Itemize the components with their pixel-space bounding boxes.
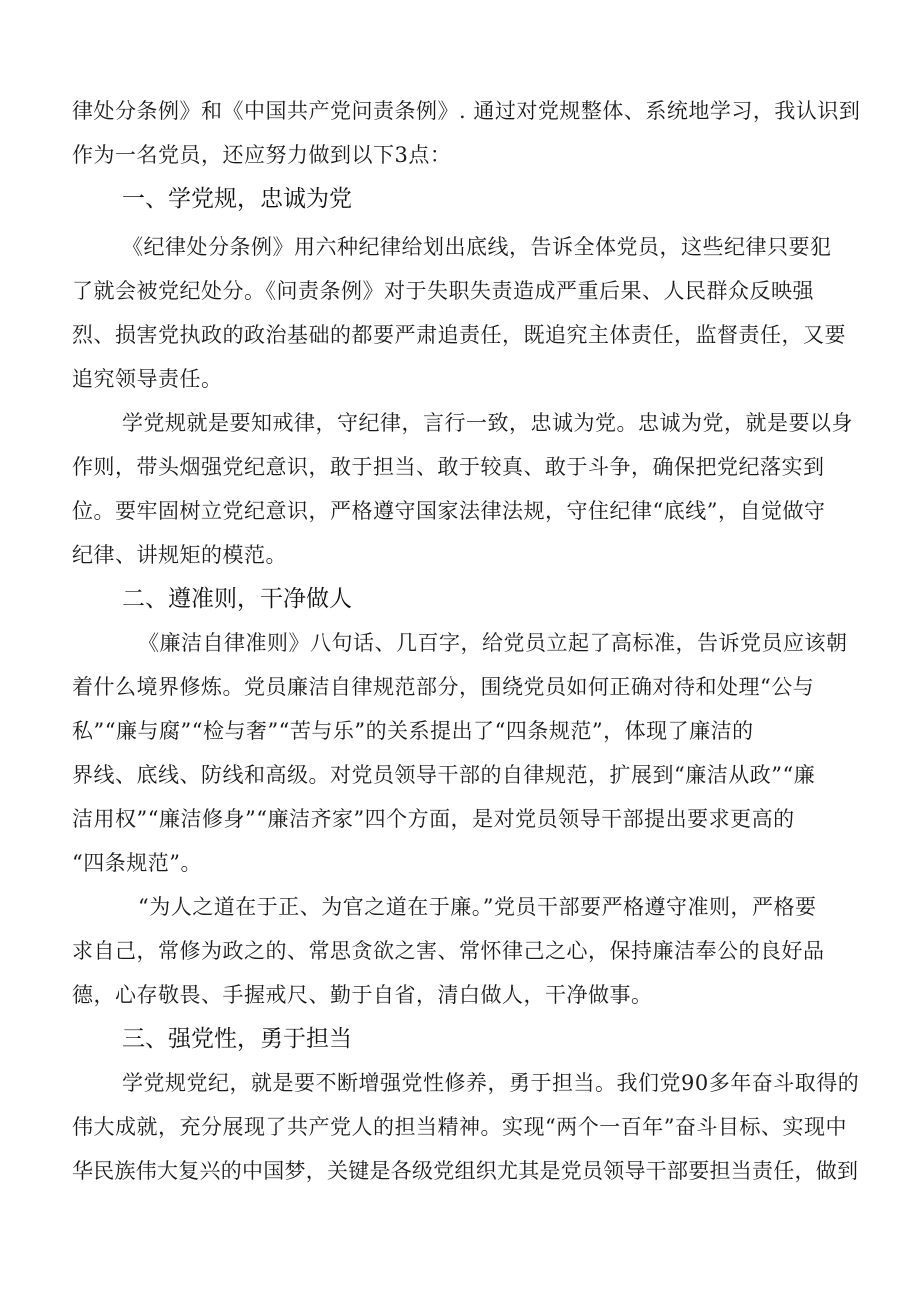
- section-2-heading: 二、遵准则，干净做人: [122, 586, 352, 612]
- section-1-heading: 一、学党规，忠诚为党: [122, 186, 352, 212]
- intro-line-1: 律处分条例》和《中国共产党问责条例》. 通过对党规整体、系统地学习，我认识到: [72, 99, 861, 123]
- section-2-p1-line-3: 私”“廉与腐”“检与奢”“苦与乐”的关系提出了“四条规范”，体现了廉洁的: [72, 719, 754, 743]
- section-1-p1-line-2: 了就会被党纪处分。《问责条例》对于失职失责造成严重后果、人民群众反映强: [72, 279, 814, 303]
- section-2-p1-line-2: 着什么境界修炼。党员廉洁自律规范部分，围绕党员如何正确对待和处理“公与: [72, 675, 815, 699]
- intro-line-2: 作为一名党员，还应努力做到以下3点：: [72, 143, 452, 167]
- section-2-p1-line-1: 《廉洁自律准则》八句话、几百字，给党员立起了高标准，告诉党员应该朝: [138, 631, 848, 655]
- section-1-p1-line-4: 追究领导责任。: [72, 367, 223, 391]
- section-1-p2-line-4: 纪律、讲规矩的模范。: [72, 543, 287, 567]
- section-1-p1-line-1: 《纪律处分条例》用六种纪律给划出底线，告诉全体党员，这些纪律只要犯: [122, 235, 832, 259]
- section-2-p1-line-4: 界线、底线、防线和高级。对党员领导干部的自律规范，扩展到“廉洁从政”“廉: [72, 763, 816, 787]
- section-3-p1-line-3: 华民族伟大复兴的中国梦，关键是各级党组织尤其是党员领导干部要担当责任，做到: [72, 1159, 859, 1183]
- section-1-p2-line-2: 作则，带头烟强党纪意识，敢于担当、敢于较真、敢于斗争，确保把党纪落实到: [72, 455, 825, 479]
- section-1-p1-line-3: 烈、损害党执政的政治基础的都要严肃追责任，既追究主体责任，监督责任，又要: [72, 323, 846, 347]
- section-2-p1-line-5: 洁用权”“廉洁修身”“廉洁齐家”四个方面，是对党员领导干部提出要求更高的: [72, 807, 795, 831]
- section-3-p1-line-2: 伟大成就，充分展现了共产党人的担当精神。实现“两个一百年”奋斗目标、实现中: [72, 1115, 847, 1139]
- section-1-p2-line-1: 学党规就是要知戒律，守纪律，言行一致，忠诚为党。忠诚为党，就是要以身: [122, 411, 853, 435]
- section-3-p1-line-1: 学党规党纪，就是要不断增强党性修养，勇于担当。我们党90多年奋斗取得的: [122, 1071, 860, 1095]
- section-2-p2-line-2: 求自己，常修为政之的、常思贪欲之害、常怀律己之心，保持廉洁奉公的良好品: [72, 939, 825, 963]
- section-3-heading: 三、强党性，勇于担当: [122, 1026, 352, 1052]
- section-2-p1-line-6: “四条规范”。: [72, 851, 202, 875]
- section-2-p2-line-3: 德，心存敬畏、手握戒尺、勤于自省，清白做人，干净做事。: [72, 983, 653, 1007]
- section-1-p2-line-3: 位。要牢固树立党纪意识，严格遵守国家法律法规，守住纪律“底线”，自觉做守: [72, 499, 826, 523]
- section-2-p2-line-1: “为人之道在于正、为官之道在于廉。”党员干部要严格遵守准则，严格要: [138, 895, 817, 919]
